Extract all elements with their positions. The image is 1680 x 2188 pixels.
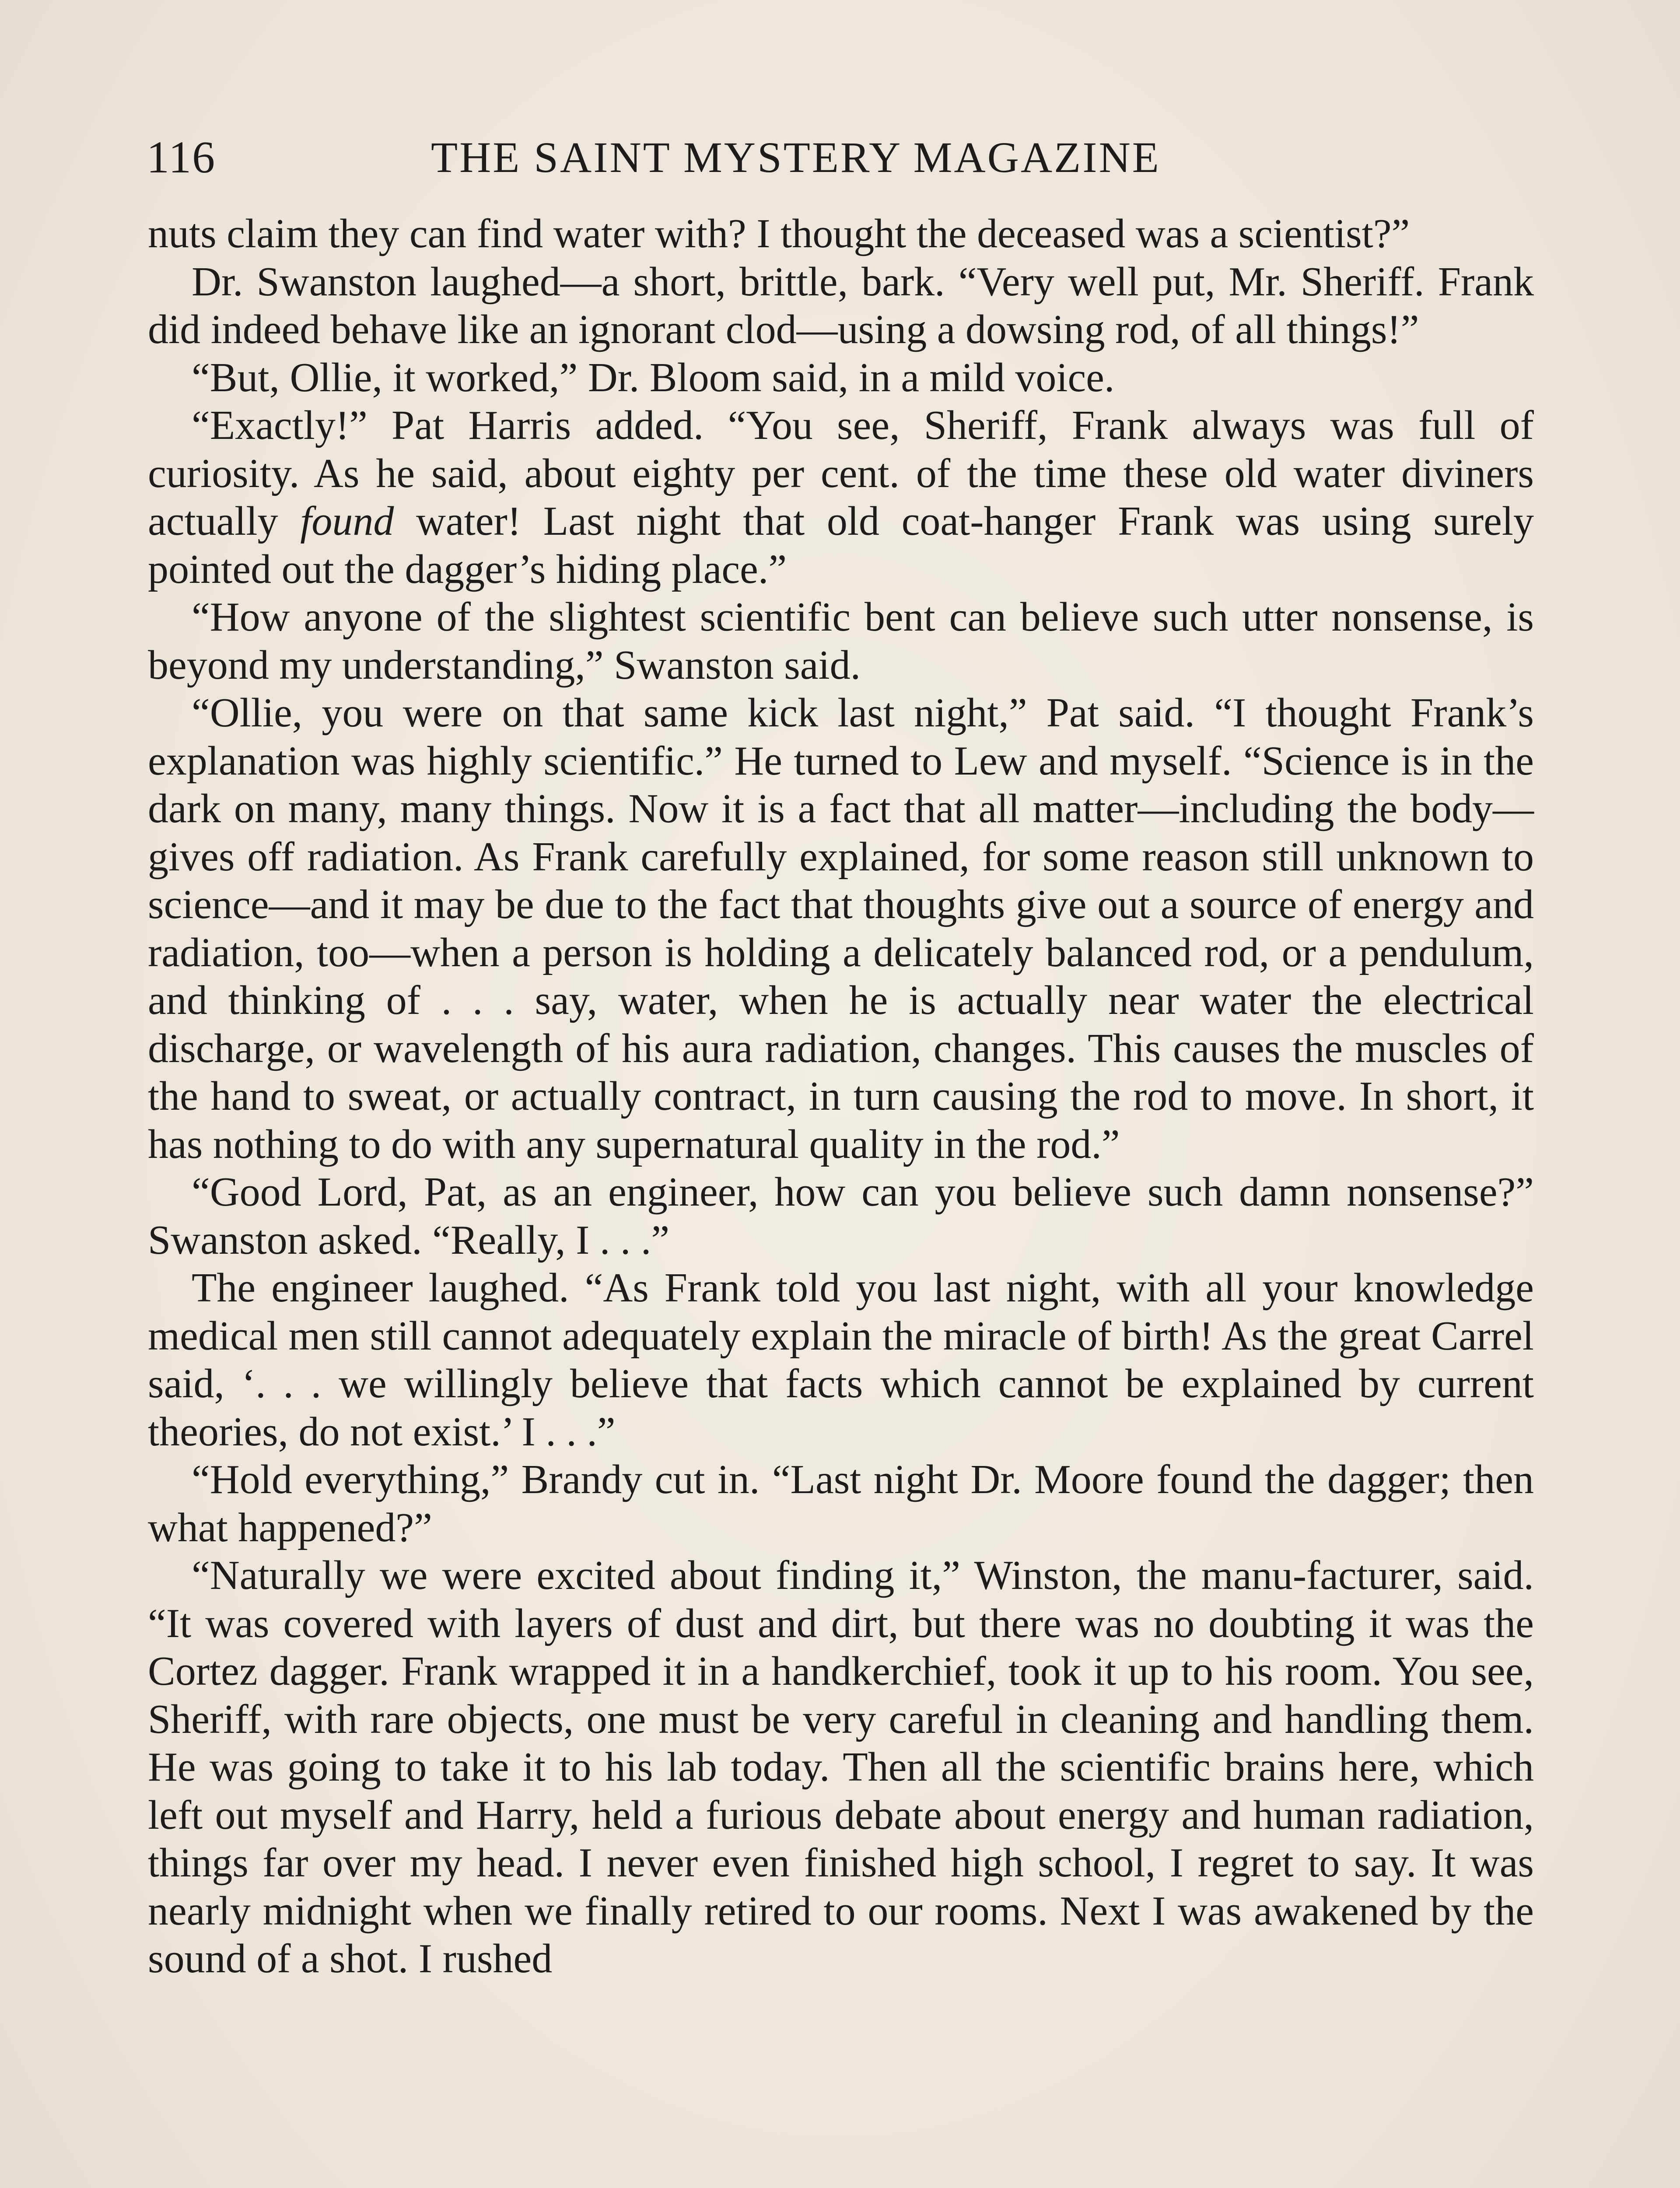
story-paragraph xyxy=(148,1168,1534,1264)
paragraph-text: “How anyone of the slightest scientific bent can believe such utter nonsense, is beyond my understanding,” Swanston said. xyxy=(148,594,1534,688)
paragraph-text: “Hold everything,” Brandy cut in. “Last night Dr. Moore found the dagger; then what happened?” xyxy=(148,1457,1534,1550)
story-paragraph xyxy=(148,1456,1534,1552)
page-header xyxy=(147,127,1538,188)
paragraph-text: “Naturally we were excited about finding it,” Winston, the manu-facturer, said. “It was covered with layers of dust and dirt, but there was no doubting it was the Cortez dagger. Frank wrapped it in a handkerchief, took it up to his room. You see, Sheriff, with rare objects, one must be very careful in cleaning and handling them. He was going to take it to his lab today. Then all the scientific brains here, which left out myself and Harry, held a furious debate about energy and human radiation, things far over my head. I never even finished high school, I regret to say. It was nearly midnight when we finally retired to our rooms. Next I was awakened by the sound of a shot. I rushed xyxy=(148,1553,1534,1981)
story-paragraph xyxy=(148,689,1534,1168)
story-paragraph xyxy=(148,1552,1534,1983)
paragraph-text: nuts claim they can find water with? I thought the deceased was a scientist?” xyxy=(148,211,1410,256)
paragraph-text: “But, Ollie, it worked,” Dr. Bloom said, in a mild voice. xyxy=(192,354,1115,400)
paragraph-text: water! Last night that old coat-hanger Frank was using surely pointed out the dagger’s hiding place.” xyxy=(148,498,1534,592)
italic-text: found xyxy=(300,498,394,544)
story-paragraph xyxy=(148,258,1534,354)
story-paragraph xyxy=(148,593,1534,689)
story-paragraph xyxy=(148,210,1534,258)
story-body xyxy=(148,210,1534,1983)
running-title: THE SAINT MYSTERY MAGAZINE xyxy=(431,133,1161,182)
story-paragraph xyxy=(148,354,1534,402)
paragraph-text: “Exactly!” Pat Harris added. “You see, Sheriff, Frank always was full of curiosity. As he said, about eighty per cent. of the time these old water diviners actually xyxy=(148,403,1534,544)
paragraph-text: “Ollie, you were on that same kick last night,” Pat said. “I thought Frank’s explanation was highly scientific.” He turned to Lew and myself. “Science is in the dark on many, many things. Now it is a fact that all matter—including the body—gives off radiation. As Frank carefully explained, for some reason still unknown to science—and it may be due to the fact that thoughts give out a source of energy and radiation, too—when a person is holding a delicately balanced rod, or a pendulum, and thinking of . . . say, water, when he is actually near water the electrical discharge, or wavelength of his aura radiation, changes. This causes the muscles of the hand to sweat, or actually contract, in turn causing the rod to move. In short, it has nothing to do with any supernatural quality in the rod.” xyxy=(148,690,1534,1167)
paragraph-text: “Good Lord, Pat, as an engineer, how can you believe such damn nonsense?” Swanston asked. “Really, I . . .” xyxy=(148,1169,1534,1263)
page-number: 116 xyxy=(147,132,216,182)
paragraph-text: Dr. Swanston laughed—a short, brittle, bark. “Very well put, Mr. Sheriff. Frank did indeed behave like an ignorant clod—using a dowsing rod, of all things!” xyxy=(148,259,1534,352)
story-paragraph xyxy=(148,402,1534,593)
paragraph-text: The engineer laughed. “As Frank told you last night, with all your knowledge medical men still cannot adequately explain the miracle of birth! As the great Carrel said, ‘. . . we willingly believe that facts which cannot be explained by current theories, do not exist.’ I . . .” xyxy=(148,1265,1534,1455)
story-paragraph xyxy=(148,1264,1534,1456)
